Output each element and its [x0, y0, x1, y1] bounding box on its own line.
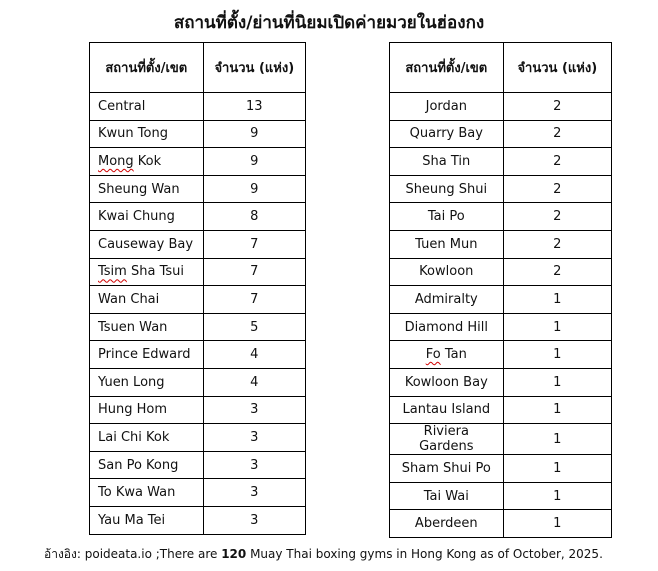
table-row [390, 396, 612, 424]
gym-count-cell: 3 [203, 451, 305, 479]
location-name-cell: Riviera Gardens [390, 424, 504, 455]
location-name-cell: Sham Shui Po [390, 455, 504, 483]
gym-count-cell: 3 [203, 506, 305, 534]
gym-count-cell: 1 [503, 510, 611, 538]
table-row [390, 482, 612, 510]
location-name-cell: Hung Hom [90, 396, 204, 424]
gym-count-cell: 1 [503, 396, 611, 424]
reference-prefix: อ้างอิง: poideata.io ;There are [44, 547, 222, 561]
location-name-cell: Tsuen Wan [90, 313, 204, 341]
location-name-cell: Mong Kok [90, 148, 204, 176]
gym-count-cell: 8 [203, 203, 305, 231]
location-name-cell: Tai Wai [390, 482, 504, 510]
table-row [390, 230, 612, 258]
table-header-row [90, 43, 306, 93]
gym-count-cell: 1 [503, 341, 611, 369]
location-name-cell: Wan Chai [90, 286, 204, 314]
reference-suffix: Muay Thai boxing gyms in Hong Kong as of October, 2025. [246, 547, 603, 561]
table-row [390, 455, 612, 483]
gym-count-cell: 4 [203, 341, 305, 369]
page-title: สถานที่ตั้ง/ย่านที่นิยมเปิดค่ายมวยในฮ่องกง [173, 13, 485, 33]
table-row [390, 93, 612, 121]
location-name-cell: Prince Edward [90, 341, 204, 369]
gym-count-cell: 1 [503, 286, 611, 314]
gym-count-cell: 2 [503, 120, 611, 148]
gym-count-cell: 2 [503, 148, 611, 176]
gym-count-cell: 9 [203, 148, 305, 176]
location-name-cell: Jordan [390, 93, 504, 121]
table-row [90, 120, 306, 148]
header-count: จำนวน (แห่ง) [203, 43, 305, 93]
spellcheck-word: Fo [425, 347, 441, 363]
location-name-cell: Yuen Long [90, 368, 204, 396]
table-row [90, 93, 306, 121]
location-name-cell: Kowloon [390, 258, 504, 286]
table-row [90, 424, 306, 452]
table-row [90, 479, 306, 507]
gym-count-cell: 9 [203, 120, 305, 148]
gym-count-cell: 13 [203, 93, 305, 121]
location-name-cell: Tuen Mun [390, 230, 504, 258]
table-row [90, 148, 306, 176]
gym-count-cell: 5 [203, 313, 305, 341]
location-name-cell: Lai Chi Kok [90, 424, 204, 452]
table-row [90, 368, 306, 396]
table-row [90, 258, 306, 286]
gym-count-cell: 7 [203, 230, 305, 258]
table-row [390, 175, 612, 203]
gym-count-cell: 3 [203, 396, 305, 424]
table-row [90, 286, 306, 314]
location-name-cell: Kowloon Bay [390, 368, 504, 396]
table-row [390, 341, 612, 369]
table-row [90, 341, 306, 369]
table-row [90, 313, 306, 341]
location-name-cell: Tai Po [390, 203, 504, 231]
table-header-row [390, 43, 612, 93]
gym-count-cell: 2 [503, 203, 611, 231]
header-location: สถานที่ตั้ง/เขต [90, 43, 204, 93]
location-name-cell: Kwai Chung [90, 203, 204, 231]
table-row [390, 120, 612, 148]
table-row [390, 368, 612, 396]
location-name-cell: Yau Ma Tei [90, 506, 204, 534]
location-name-cell: San Po Kong [90, 451, 204, 479]
table-row [390, 424, 612, 455]
table-row [390, 258, 612, 286]
table-row [90, 506, 306, 534]
gym-count-cell: 1 [503, 368, 611, 396]
gym-count-cell: 7 [203, 258, 305, 286]
location-name-cell: Fo Tan [390, 341, 504, 369]
spellcheck-word: Tsim [98, 264, 127, 280]
gym-count-cell: 7 [203, 286, 305, 314]
gym-count-cell: 2 [503, 258, 611, 286]
location-name-cell: Sha Tin [390, 148, 504, 176]
location-name-cell: Tsim Sha Tsui [90, 258, 204, 286]
gym-count-cell: 9 [203, 175, 305, 203]
reference-note [44, 545, 603, 563]
table-row [390, 286, 612, 314]
header-location: สถานที่ตั้ง/เขต [390, 43, 504, 93]
gym-count-cell: 1 [503, 424, 611, 455]
location-name-cell: Diamond Hill [390, 313, 504, 341]
location-name-cell: Central [90, 93, 204, 121]
location-name-cell: Sheung Wan [90, 175, 204, 203]
location-name-cell: Causeway Bay [90, 230, 204, 258]
table-row [90, 230, 306, 258]
location-name-cell: Admiralty [390, 286, 504, 314]
table-row [390, 313, 612, 341]
gym-count-cell: 1 [503, 455, 611, 483]
gym-count-cell: 3 [203, 424, 305, 452]
gym-count-cell: 3 [203, 479, 305, 507]
table-row [390, 510, 612, 538]
table-row [90, 396, 306, 424]
header-count: จำนวน (แห่ง) [503, 43, 611, 93]
left-location-table [89, 42, 306, 535]
table-row [390, 148, 612, 176]
table-row [90, 175, 306, 203]
location-name-cell: Aberdeen [390, 510, 504, 538]
table-row [90, 451, 306, 479]
table-row [90, 203, 306, 231]
gym-count-cell: 4 [203, 368, 305, 396]
gym-count-cell: 1 [503, 313, 611, 341]
gym-count-cell: 1 [503, 482, 611, 510]
table-row [390, 203, 612, 231]
right-location-table [389, 42, 612, 538]
location-name-cell: Sheung Shui [390, 175, 504, 203]
spellcheck-word: Mong [98, 153, 134, 169]
location-name-cell: Lantau Island [390, 396, 504, 424]
location-name-cell: Quarry Bay [390, 120, 504, 148]
gym-count-cell: 2 [503, 230, 611, 258]
location-name-cell: To Kwa Wan [90, 479, 204, 507]
reference-total: 120 [221, 547, 247, 561]
gym-count-cell: 2 [503, 93, 611, 121]
gym-count-cell: 2 [503, 175, 611, 203]
location-name-cell: Kwun Tong [90, 120, 204, 148]
